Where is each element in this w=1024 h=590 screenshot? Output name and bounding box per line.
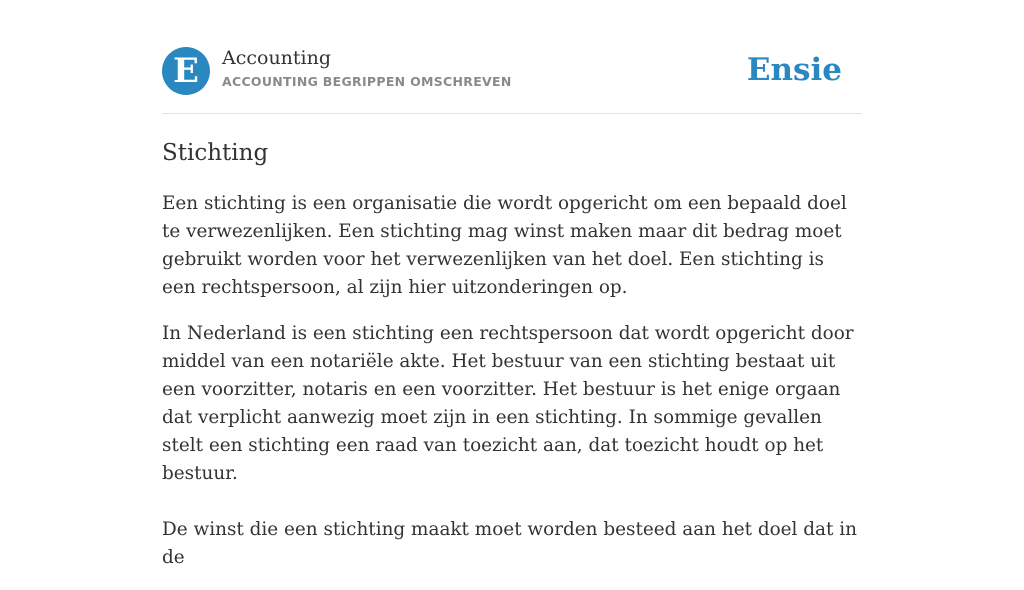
paragraph: De winst die een stichting maakt moet worden besteed aan het doel dat in de bbox=[162, 519, 857, 568]
paragraph: Een stichting is een organisatie die wordt opgericht om een bepaald doel te verwezenlijken. Een stichting mag winst maken maar dit bedrag moet gebruikt worden voor het verwezenlijken van het doel. Een stichting is een rechtspersoon, al zijn hier uitzonderingen op. bbox=[162, 193, 847, 298]
header-divider bbox=[162, 113, 862, 114]
article-body bbox=[162, 190, 862, 590]
site-header bbox=[162, 46, 862, 96]
site-title[interactable]: Accounting bbox=[222, 47, 332, 69]
paragraph: In Nederland is een stichting een rechtspersoon dat wordt opgericht door middel van een notariële akte. Het bestuur van een stichting bestaat uit een voorzitter, notaris en een voorzitter. Het bestuur is het enige orgaan dat verplicht aanwezig moet zijn in een stichting. In sommige gevallen stelt een stichting een raad van toezicht aan, dat toezicht houdt op het bestuur. bbox=[162, 323, 854, 484]
brand-logo[interactable]: Ensie bbox=[746, 52, 842, 88]
logo-letter: E bbox=[173, 51, 199, 91]
site-logo[interactable] bbox=[162, 47, 210, 95]
site-subtitle: ACCOUNTING BEGRIPPEN OMSCHREVEN bbox=[222, 74, 512, 89]
article-title: Stichting bbox=[162, 140, 269, 166]
